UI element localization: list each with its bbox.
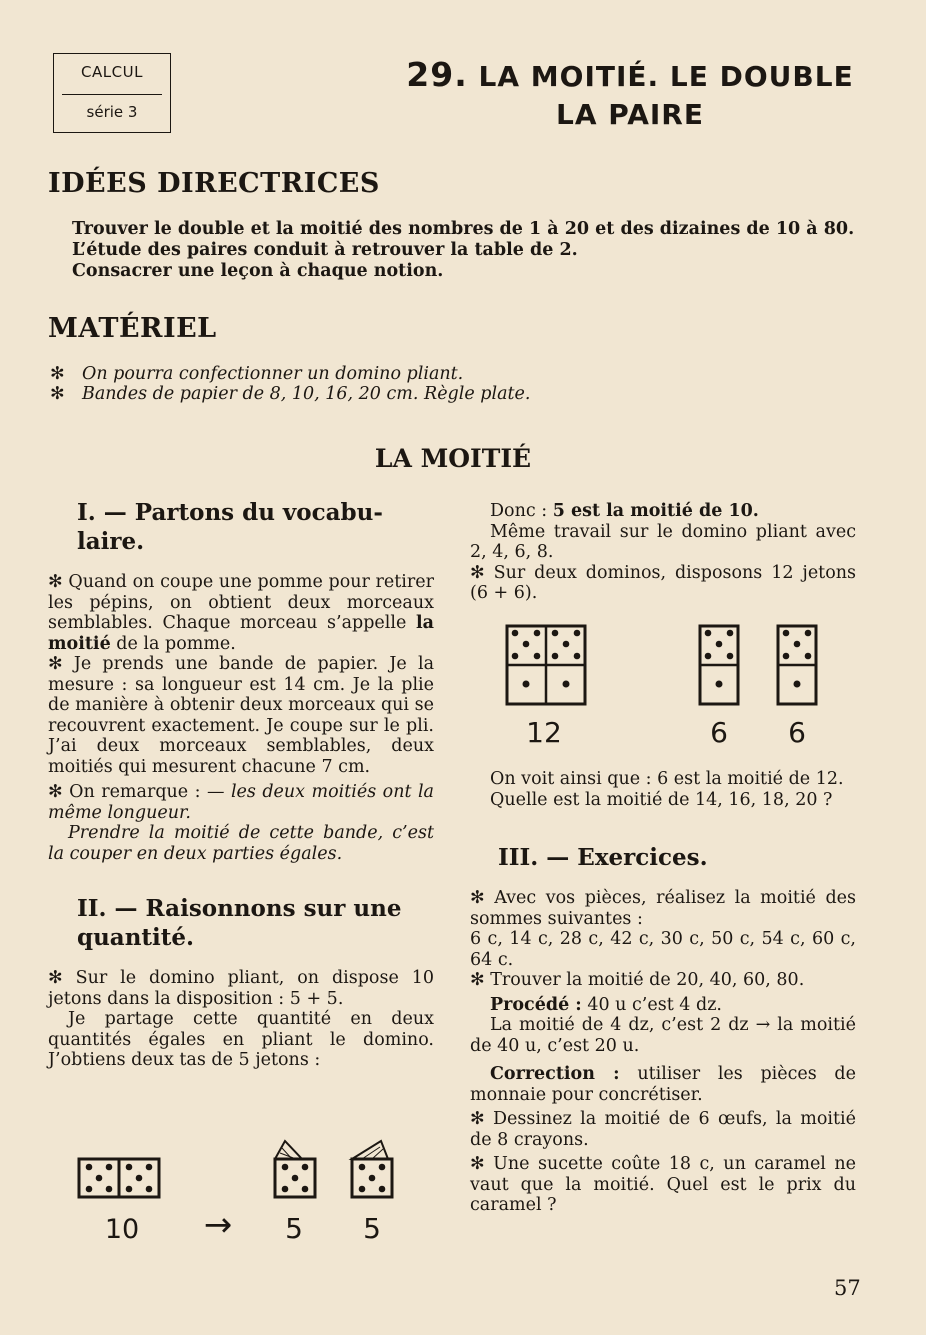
page-title <box>395 56 865 134</box>
domino-figure-12 <box>500 620 830 755</box>
asterisk-icon: ✻ <box>48 572 69 592</box>
label-6b: 6 <box>788 716 806 749</box>
label-12: 12 <box>526 716 562 749</box>
idees-line: Trouver le double et la moitié des nombres de 1 à 20 et des dizaines de 10 à 80. <box>72 219 855 239</box>
box-subject: CALCUL <box>81 63 143 81</box>
domino-6b <box>778 626 816 704</box>
left-column <box>48 498 434 1071</box>
title-line-2: LA PAIRE <box>556 98 704 131</box>
right-paragraph: Même travail sur le domino pliant avec 2, 4, 6, 8. <box>470 521 856 562</box>
right-paragraph: La moitié de 4 dz, c’est 2 dz → la moitié de 40 u, c’est 20 u. <box>470 1015 856 1056</box>
right-paragraph: ✻ Trouver la moitié de 20, 40, 60, 80. <box>470 970 805 990</box>
right-paragraph: Donc : 5 est la moitié de 10. <box>490 501 759 521</box>
domino-folded-5b <box>352 1141 392 1197</box>
part2-heading: II. — Raisonnons sur une quantité. <box>77 895 402 951</box>
title-line-1: LA MOITIÉ. LE DOUBLE <box>478 60 854 93</box>
label-10: 10 <box>104 1214 140 1245</box>
label-5a: 5 <box>285 1212 303 1245</box>
asterisk-icon: ✻ <box>470 970 491 990</box>
asterisk-icon: ✻ <box>50 384 65 404</box>
idees-line: Consacrer une leçon à chaque notion. <box>72 261 444 281</box>
domino-12 <box>507 626 585 704</box>
series-box <box>53 53 171 133</box>
right-paragraph: Correction : utiliser les pièces de monnaie pour concrétiser. <box>470 1064 856 1105</box>
right-paragraph: ✻ Sur deux dominos, disposons 12 jetons (6 + 6). <box>470 562 856 603</box>
idees-heading: IDÉES DIRECTRICES <box>48 168 380 199</box>
asterisk-icon: ✻ <box>48 654 74 674</box>
box-divider <box>62 94 162 95</box>
left-paragraph: ✻ On remarque : — les deux moitiés ont la même longueur. <box>48 782 434 823</box>
domino-figure-10 <box>70 1135 400 1250</box>
asterisk-icon: ✻ <box>470 562 494 583</box>
idees-lines <box>72 219 862 282</box>
label-5b: 5 <box>363 1212 381 1245</box>
right-paragraph: On voit ainsi que : 6 est la moitié de 12. <box>490 769 844 789</box>
left-paragraph: Je partage cette quantité en deux quantités égales en pliant le domino. J’obtiens deux tas de 5 jetons : <box>48 1009 434 1070</box>
right-paragraph: ✻ Une sucette coûte 18 c, un caramel ne vaut que la moitié. Quel est le prix du caramel ? <box>470 1154 856 1215</box>
materiel-list <box>50 364 850 404</box>
right-paragraph: Procédé : 40 u c’est 4 dz. <box>490 994 722 1015</box>
right-column <box>470 501 856 604</box>
right-paragraph: ✻ Avec vos pièces, réalisez la moitié des sommes suivantes : <box>470 888 856 929</box>
idees-line: L’étude des paires conduit à retrouver la table de 2. <box>72 240 578 260</box>
part1-heading: I. — Partons du vocabu- laire. <box>77 499 383 555</box>
asterisk-icon: ✻ <box>50 364 65 384</box>
section-title: LA MOITIÉ <box>374 444 532 473</box>
domino-6a <box>700 626 738 704</box>
materiel-heading: MATÉRIEL <box>48 313 217 344</box>
right-paragraph: Quelle est la moitié de 14, 16, 18, 20 ? <box>490 789 833 810</box>
page-number: 57 <box>834 1276 861 1300</box>
materiel-item: ✻ Bandes de papier de 8, 10, 16, 20 cm. Règle plate. <box>50 384 531 404</box>
left-paragraph: ✻ Je prends une bande de papier. Je la mesure : sa longueur est 14 cm. Je la plie de manière à obtenir deux morceaux qui se recouvrent exactement. Je coupe sur le pli. J’ai deux morceaux semblables, deux moitiés qui mesurent chacune 7 cm. <box>48 654 435 777</box>
arrow-right-icon: → <box>203 1205 233 1245</box>
box-series: série 3 <box>86 103 138 121</box>
right-paragraph: 6 c, 14 c, 28 c, 42 c, 30 c, 50 c, 54 c, 60 c, 64 c. <box>470 929 856 970</box>
asterisk-icon: ✻ <box>470 1109 494 1129</box>
right-column-lower <box>470 769 856 1216</box>
materiel-item: ✻ On pourra confectionner un domino pliant. <box>50 364 464 384</box>
domino-folded-5a <box>275 1141 315 1197</box>
left-paragraph: ✻ Sur le domino pliant, on dispose 10 jetons dans la disposition : 5 + 5. <box>48 968 434 1009</box>
lesson-number: 29. <box>406 55 468 94</box>
asterisk-icon: ✻ <box>470 888 495 908</box>
left-paragraph: ✻ Quand on coupe une pomme pour retirer les pépins, on obtient deux morceaux semblables. Chaque morceau s’appelle la moitié de la pomme. <box>48 572 434 654</box>
asterisk-icon: ✻ <box>470 1154 494 1174</box>
part3-heading: III. — Exercices. <box>498 844 708 871</box>
asterisk-icon: ✻ <box>48 968 76 988</box>
left-paragraph: Prendre la moitié de cette bande, c’est la couper en deux parties égales. <box>48 823 434 864</box>
label-6a: 6 <box>710 716 728 749</box>
right-paragraph: ✻ Dessinez la moitié de 6 œufs, la moitié de 8 crayons. <box>470 1109 856 1150</box>
asterisk-icon: ✻ <box>48 782 70 802</box>
